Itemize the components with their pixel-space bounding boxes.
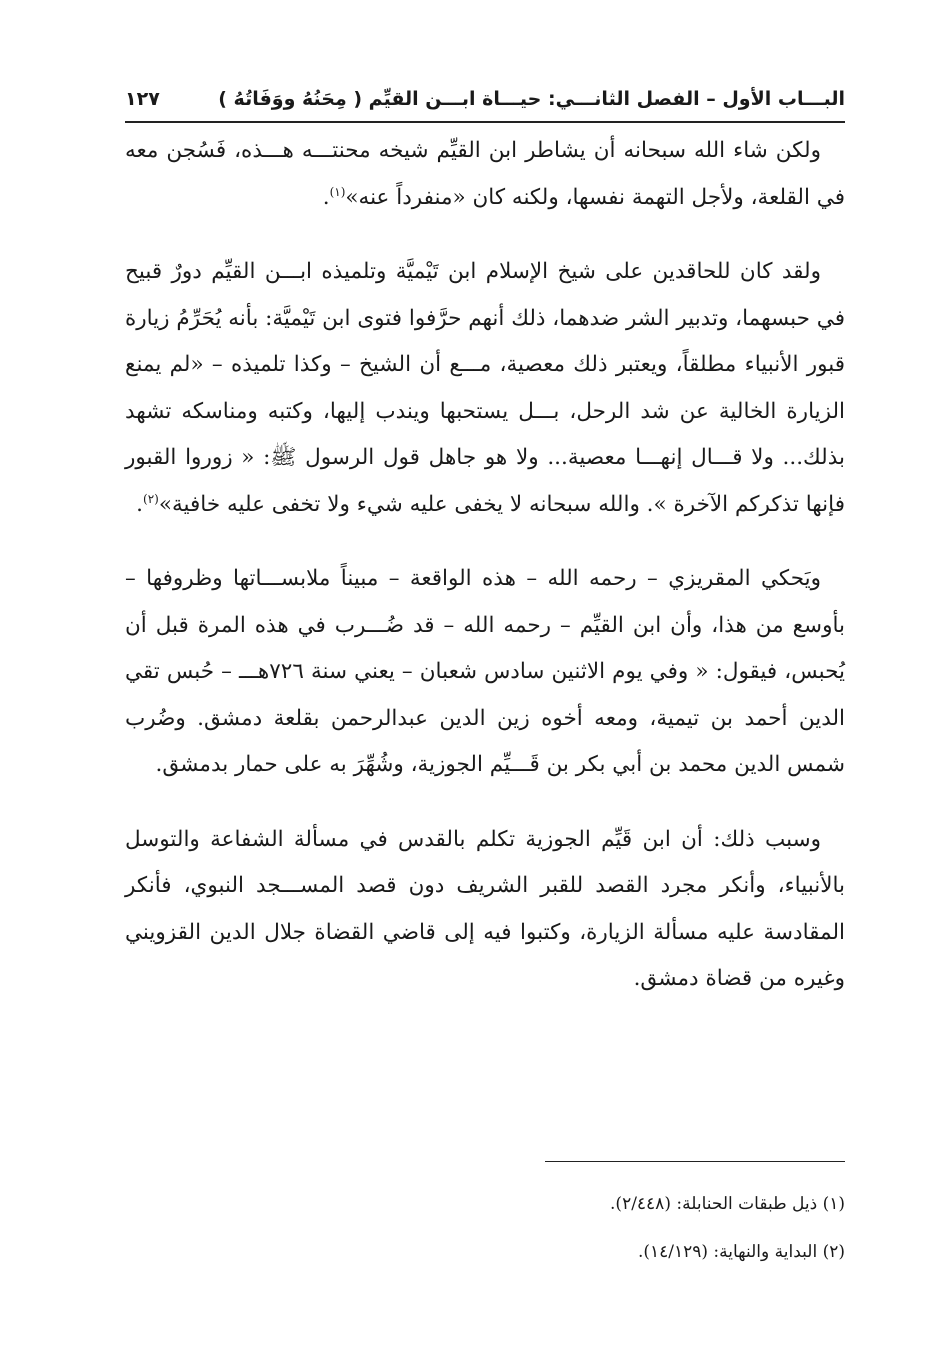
paragraph-3: [125, 556, 845, 789]
footnote-1: (١) ذيل طبقات الحنابلة: (٢/٤٤٨).: [610, 1194, 845, 1214]
header-divider: [125, 121, 845, 123]
paragraph-end: .: [322, 184, 330, 210]
paragraph-end: .: [136, 491, 144, 517]
running-header: [125, 82, 845, 116]
paragraph-text: وسبب ذلك: أن ابن قَيِّم الجوزية تكلم بالقدس في مسألة الشفاعة والتوسل بالأنبياء، وأنكر مجرد القصد للقبر الشريف دون قصد المســـجد النبوي، فأنكر المقادسة عليه مسألة الزيارة، وكتبوا فيه إلى قاضي القضاة جلال الدين القزويني وغيره من قضاة دمشق.: [125, 826, 845, 991]
paragraph-text: ويَحكي المقريزي – رحمه الله – هذه الواقعة – مبيناً ملابســـاتها وظروفها – بأوسع من هذا، وأن ابن القيِّم – رحمه الله – قد ضُـــرب في هذه المرة قبل أن يُحبس، فيقول: « وفي يوم الاثنين سادس شعبان – يعني سنة ٧٢٦هـــ – حُبس تقي الدين أحمد بن تيمية، ومعه أخوه زين الدين عبدالرحمن بقلعة دمشق. وضُرب شمس الدين محمد بن أبي بكر بن قَـــيِّم الجوزية، وشُهِّرَ به على حمار بدمشق.: [125, 566, 845, 777]
header-title: البـــاب الأول – الفصل الثانـــي: حيـــاة ابـــن القيِّم ( مِحَنُهُ ووَفَاتُهُ ): [218, 88, 845, 110]
footnote-2: (٢) البداية والنهاية: (١٤/١٢٩).: [637, 1242, 845, 1262]
paragraph-text: ولقد كان للحاقدين على شيخ الإسلام ابن تَيْميَّة وتلميذه ابـــن القيِّم دورٌ قبيح في حبسهما، وتدبير الشر ضدهما، ذلك أنهم حرَّفوا فتوى ابن تَيْميَّة: بأنه يُحَرِّمُ زيارة قبور الأنبياء مطلقاً، ويعتبر ذلك معصية، مـــع أن الشيخ – وكذا تلميذه – «لم يمنع الزيارة الخالية عن شد الرحل، بـــل يستحبها ويندب إليها، وكتبه ومناسكه تشهد بذلك... ولا قـــال إنهـــا معصية... ولا هو جاهل قول الرسول ﷺ: « زوروا القبور فإنها تذكركم الآخرة ». والله سبحانه لا يخفى عليه شيء ولا تخفى عليه خافية»: [125, 259, 845, 517]
paragraph-2: [125, 249, 845, 528]
footnotes: [125, 1180, 845, 1276]
page-number: ١٢٧: [125, 88, 160, 110]
footnote-ref-1: (١): [329, 184, 346, 199]
footnote-divider: [545, 1161, 845, 1162]
paragraph-1: [125, 128, 845, 221]
paragraph-4: [125, 817, 845, 1003]
footnote-ref-2: (٢): [143, 491, 159, 506]
paragraph-text: ولكن شاء الله سبحانه أن يشاطر ابن القيِّم شيخه محنتـــه هـــذه، فَسُجن معه في القلعة، ولأجل التهمة نفسها، ولكنه كان «منفرداً عنه»: [125, 138, 845, 210]
body-text: [125, 128, 845, 1003]
